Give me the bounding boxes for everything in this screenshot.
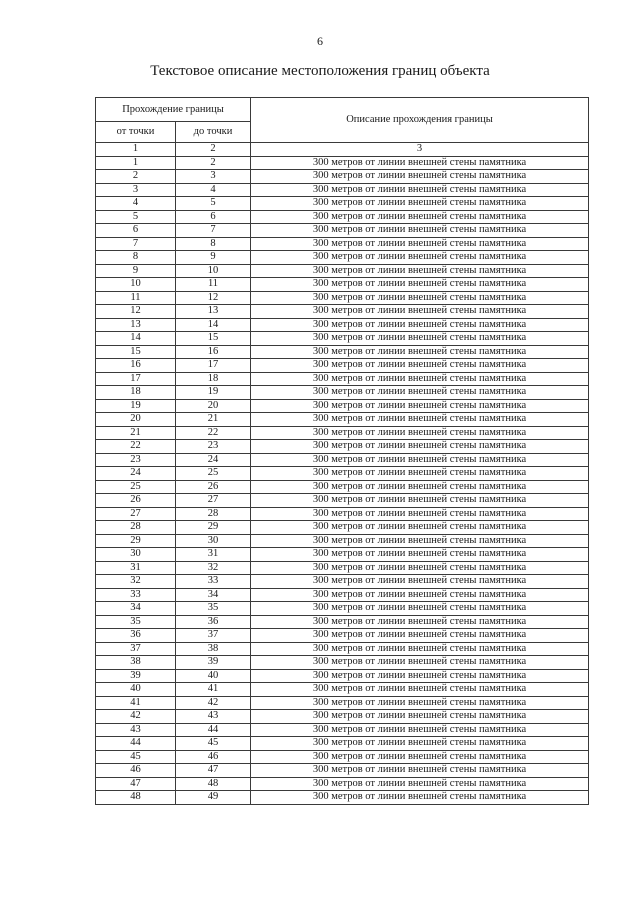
description-cell: 300 метров от линии внешней стены памятника <box>251 642 589 656</box>
description-cell: 300 метров от линии внешней стены памятника <box>251 183 589 197</box>
from-point-cell: 4 <box>96 197 176 211</box>
description-cell: 300 метров от линии внешней стены памятника <box>251 723 589 737</box>
from-point-cell: 46 <box>96 764 176 778</box>
to-point-cell: 16 <box>176 345 251 359</box>
from-point-header: от точки <box>96 122 176 143</box>
table-row <box>96 615 589 629</box>
column-index-cell: 3 <box>251 143 589 157</box>
from-point-cell: 43 <box>96 723 176 737</box>
table-row <box>96 467 589 481</box>
to-point-cell: 47 <box>176 764 251 778</box>
description-cell: 300 метров от линии внешней стены памятника <box>251 345 589 359</box>
to-point-cell: 38 <box>176 642 251 656</box>
table-row <box>96 507 589 521</box>
from-point-cell: 39 <box>96 669 176 683</box>
description-cell: 300 метров от линии внешней стены памятника <box>251 494 589 508</box>
from-point-cell: 44 <box>96 737 176 751</box>
to-point-cell: 5 <box>176 197 251 211</box>
description-cell: 300 метров от линии внешней стены памятника <box>251 615 589 629</box>
table-row <box>96 359 589 373</box>
table-row <box>96 332 589 346</box>
to-point-cell: 29 <box>176 521 251 535</box>
description-cell: 300 метров от линии внешней стены памятника <box>251 291 589 305</box>
table-row <box>96 170 589 184</box>
from-point-cell: 26 <box>96 494 176 508</box>
to-point-cell: 46 <box>176 750 251 764</box>
to-point-cell: 37 <box>176 629 251 643</box>
to-point-cell: 28 <box>176 507 251 521</box>
from-point-cell: 42 <box>96 710 176 724</box>
to-point-cell: 20 <box>176 399 251 413</box>
table-row <box>96 588 589 602</box>
description-cell: 300 метров от линии внешней стены памятника <box>251 413 589 427</box>
to-point-cell: 27 <box>176 494 251 508</box>
description-cell: 300 метров от линии внешней стены памятника <box>251 710 589 724</box>
table-row <box>96 183 589 197</box>
description-cell: 300 метров от линии внешней стены памятника <box>251 156 589 170</box>
to-point-cell: 2 <box>176 156 251 170</box>
to-point-cell: 42 <box>176 696 251 710</box>
to-point-cell: 15 <box>176 332 251 346</box>
description-cell: 300 метров от линии внешней стены памятника <box>251 777 589 791</box>
from-point-cell: 28 <box>96 521 176 535</box>
from-point-cell: 1 <box>96 156 176 170</box>
description-cell: 300 метров от линии внешней стены памятника <box>251 305 589 319</box>
to-point-cell: 24 <box>176 453 251 467</box>
description-cell: 300 метров от линии внешней стены памятника <box>251 318 589 332</box>
from-point-cell: 29 <box>96 534 176 548</box>
table-row <box>96 224 589 238</box>
from-point-cell: 23 <box>96 453 176 467</box>
from-point-cell: 7 <box>96 237 176 251</box>
table-row <box>96 656 589 670</box>
table-row <box>96 750 589 764</box>
to-point-cell: 26 <box>176 480 251 494</box>
table-row <box>96 278 589 292</box>
table-row <box>96 305 589 319</box>
table-row <box>96 642 589 656</box>
description-cell: 300 метров от линии внешней стены памятника <box>251 480 589 494</box>
description-cell: 300 метров от линии внешней стены памятника <box>251 399 589 413</box>
description-cell: 300 метров от линии внешней стены памятника <box>251 251 589 265</box>
from-point-cell: 11 <box>96 291 176 305</box>
description-cell: 300 метров от линии внешней стены памятника <box>251 791 589 805</box>
table-row <box>96 575 589 589</box>
table-row <box>96 372 589 386</box>
from-point-cell: 20 <box>96 413 176 427</box>
from-point-cell: 10 <box>96 278 176 292</box>
to-point-cell: 39 <box>176 656 251 670</box>
to-point-cell: 48 <box>176 777 251 791</box>
description-cell: 300 метров от линии внешней стены памятника <box>251 602 589 616</box>
from-point-cell: 12 <box>96 305 176 319</box>
from-point-cell: 17 <box>96 372 176 386</box>
from-point-cell: 9 <box>96 264 176 278</box>
description-cell: 300 метров от линии внешней стены памятника <box>251 629 589 643</box>
to-point-cell: 7 <box>176 224 251 238</box>
description-cell: 300 метров от линии внешней стены памятника <box>251 237 589 251</box>
from-point-cell: 13 <box>96 318 176 332</box>
table-body <box>96 156 589 804</box>
page-number: 6 <box>317 34 323 48</box>
table-row <box>96 291 589 305</box>
description-cell: 300 метров от линии внешней стены памятника <box>251 453 589 467</box>
description-cell: 300 метров от линии внешней стены памятника <box>251 521 589 535</box>
from-point-cell: 25 <box>96 480 176 494</box>
from-point-cell: 22 <box>96 440 176 454</box>
table-row <box>96 683 589 697</box>
description-cell: 300 метров от линии внешней стены памятника <box>251 656 589 670</box>
table-row <box>96 777 589 791</box>
table-row <box>96 453 589 467</box>
from-point-cell: 27 <box>96 507 176 521</box>
from-point-cell: 14 <box>96 332 176 346</box>
to-point-cell: 10 <box>176 264 251 278</box>
to-point-cell: 31 <box>176 548 251 562</box>
table-row <box>96 197 589 211</box>
description-cell: 300 метров от линии внешней стены памятника <box>251 683 589 697</box>
description-cell: 300 метров от линии внешней стены памятника <box>251 575 589 589</box>
table-row <box>96 791 589 805</box>
column-index-row <box>96 143 589 157</box>
to-point-cell: 36 <box>176 615 251 629</box>
from-point-cell: 18 <box>96 386 176 400</box>
description-cell: 300 метров от линии внешней стены памятника <box>251 750 589 764</box>
description-cell: 300 метров от линии внешней стены памятника <box>251 224 589 238</box>
to-point-cell: 4 <box>176 183 251 197</box>
table-row <box>96 696 589 710</box>
table-row <box>96 426 589 440</box>
to-point-cell: 22 <box>176 426 251 440</box>
to-point-cell: 3 <box>176 170 251 184</box>
to-point-cell: 43 <box>176 710 251 724</box>
description-cell: 300 метров от линии внешней стены памятника <box>251 197 589 211</box>
description-cell: 300 метров от линии внешней стены памятника <box>251 507 589 521</box>
from-point-cell: 37 <box>96 642 176 656</box>
column-index-cell: 2 <box>176 143 251 157</box>
from-point-cell: 16 <box>96 359 176 373</box>
table-row <box>96 156 589 170</box>
from-point-cell: 21 <box>96 426 176 440</box>
to-point-cell: 6 <box>176 210 251 224</box>
to-point-cell: 23 <box>176 440 251 454</box>
from-point-cell: 36 <box>96 629 176 643</box>
to-point-cell: 30 <box>176 534 251 548</box>
table-row <box>96 480 589 494</box>
to-point-cell: 35 <box>176 602 251 616</box>
description-cell: 300 метров от линии внешней стены памятника <box>251 386 589 400</box>
description-cell: 300 метров от линии внешней стены памятника <box>251 210 589 224</box>
description-cell: 300 метров от линии внешней стены памятника <box>251 467 589 481</box>
description-cell: 300 метров от линии внешней стены памятника <box>251 359 589 373</box>
table-row <box>96 440 589 454</box>
from-point-cell: 15 <box>96 345 176 359</box>
to-point-cell: 44 <box>176 723 251 737</box>
table-row <box>96 548 589 562</box>
to-point-cell: 34 <box>176 588 251 602</box>
boundary-passage-header: Прохождение границы <box>96 98 251 122</box>
to-point-cell: 13 <box>176 305 251 319</box>
from-point-cell: 30 <box>96 548 176 562</box>
table-row <box>96 629 589 643</box>
table-row <box>96 561 589 575</box>
from-point-cell: 2 <box>96 170 176 184</box>
table-row <box>96 399 589 413</box>
to-point-cell: 25 <box>176 467 251 481</box>
description-cell: 300 метров от линии внешней стены памятника <box>251 332 589 346</box>
description-cell: 300 метров от линии внешней стены памятника <box>251 426 589 440</box>
to-point-cell: 40 <box>176 669 251 683</box>
table-row <box>96 669 589 683</box>
from-point-cell: 3 <box>96 183 176 197</box>
from-point-cell: 38 <box>96 656 176 670</box>
to-point-cell: 12 <box>176 291 251 305</box>
from-point-cell: 35 <box>96 615 176 629</box>
description-cell: 300 метров от линии внешней стены памятника <box>251 764 589 778</box>
table-row <box>96 723 589 737</box>
table-row <box>96 318 589 332</box>
description-cell: 300 метров от линии внешней стены памятника <box>251 588 589 602</box>
table-row <box>96 413 589 427</box>
description-header: Описание прохождения границы <box>251 98 589 143</box>
to-point-cell: 49 <box>176 791 251 805</box>
table-row <box>96 710 589 724</box>
from-point-cell: 31 <box>96 561 176 575</box>
from-point-cell: 5 <box>96 210 176 224</box>
to-point-cell: 41 <box>176 683 251 697</box>
description-cell: 300 метров от линии внешней стены памятника <box>251 440 589 454</box>
from-point-cell: 40 <box>96 683 176 697</box>
description-cell: 300 метров от линии внешней стены памятника <box>251 669 589 683</box>
table-row <box>96 602 589 616</box>
to-point-header: до точки <box>176 122 251 143</box>
table-row <box>96 534 589 548</box>
description-cell: 300 метров от линии внешней стены памятника <box>251 548 589 562</box>
table-row <box>96 521 589 535</box>
from-point-cell: 34 <box>96 602 176 616</box>
to-point-cell: 11 <box>176 278 251 292</box>
to-point-cell: 18 <box>176 372 251 386</box>
to-point-cell: 33 <box>176 575 251 589</box>
description-cell: 300 метров от линии внешней стены памятника <box>251 372 589 386</box>
from-point-cell: 45 <box>96 750 176 764</box>
to-point-cell: 32 <box>176 561 251 575</box>
table-row <box>96 251 589 265</box>
to-point-cell: 45 <box>176 737 251 751</box>
to-point-cell: 21 <box>176 413 251 427</box>
document-title: Текстовое описание местоположения границ объекта <box>150 63 490 79</box>
table-row <box>96 210 589 224</box>
description-cell: 300 метров от линии внешней стены памятника <box>251 170 589 184</box>
to-point-cell: 14 <box>176 318 251 332</box>
table-row <box>96 264 589 278</box>
from-point-cell: 48 <box>96 791 176 805</box>
table-row <box>96 386 589 400</box>
from-point-cell: 41 <box>96 696 176 710</box>
description-cell: 300 метров от линии внешней стены памятника <box>251 561 589 575</box>
from-point-cell: 47 <box>96 777 176 791</box>
description-cell: 300 метров от линии внешней стены памятника <box>251 264 589 278</box>
from-point-cell: 33 <box>96 588 176 602</box>
from-point-cell: 32 <box>96 575 176 589</box>
table-row <box>96 764 589 778</box>
boundary-table <box>95 97 589 805</box>
to-point-cell: 9 <box>176 251 251 265</box>
column-index-cell: 1 <box>96 143 176 157</box>
description-cell: 300 метров от линии внешней стены памятника <box>251 696 589 710</box>
table-row <box>96 237 589 251</box>
from-point-cell: 24 <box>96 467 176 481</box>
table-row <box>96 345 589 359</box>
table-row <box>96 737 589 751</box>
from-point-cell: 6 <box>96 224 176 238</box>
to-point-cell: 17 <box>176 359 251 373</box>
to-point-cell: 8 <box>176 237 251 251</box>
description-cell: 300 метров от линии внешней стены памятника <box>251 278 589 292</box>
description-cell: 300 метров от линии внешней стены памятника <box>251 737 589 751</box>
from-point-cell: 8 <box>96 251 176 265</box>
table-row <box>96 494 589 508</box>
to-point-cell: 19 <box>176 386 251 400</box>
description-cell: 300 метров от линии внешней стены памятника <box>251 534 589 548</box>
from-point-cell: 19 <box>96 399 176 413</box>
